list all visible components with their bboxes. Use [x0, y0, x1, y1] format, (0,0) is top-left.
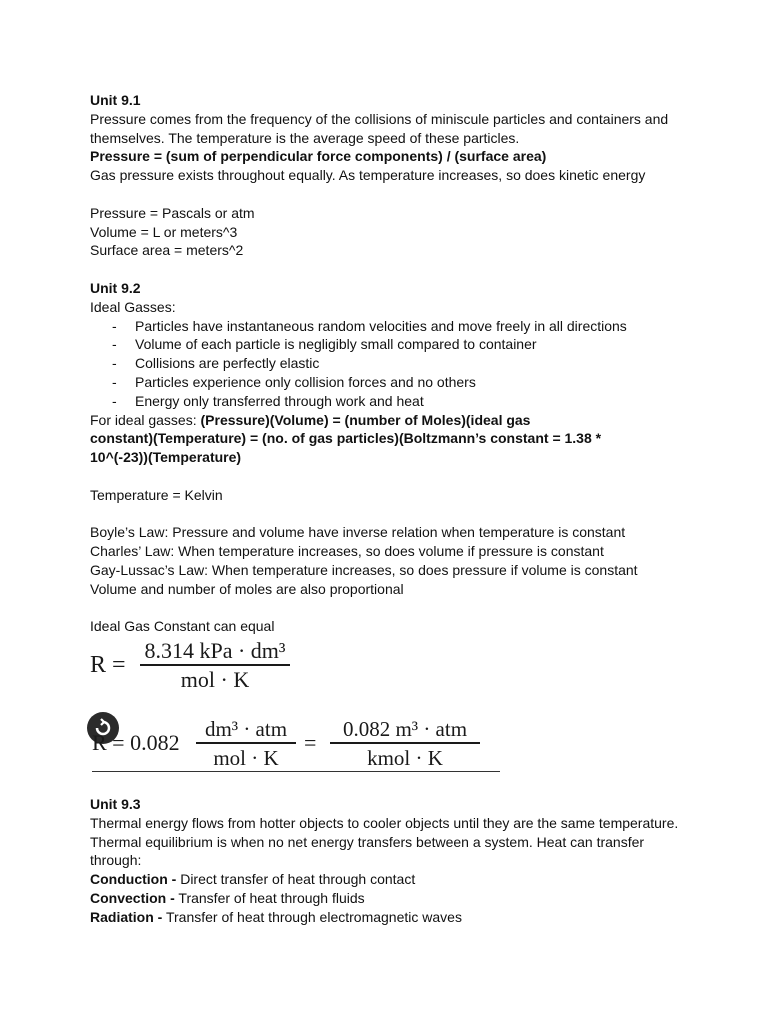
gas-constant-formula-2	[90, 712, 502, 774]
spacer	[90, 467, 690, 486]
formula-2-lhs: R = 0.082	[92, 730, 180, 755]
unit-9-3-section	[90, 795, 690, 927]
bullet-dash: -	[112, 317, 117, 334]
ideal-gas-law-prefix: For ideal gasses:	[90, 411, 201, 428]
unit-9-3-paragraph-line-1: Thermal energy flows from hotter objects to cooler objects until they are the same temperature.	[90, 814, 679, 831]
radiation-term: Radiation -	[90, 908, 163, 925]
list-item-text: Particles experience only collision forces and no others	[135, 373, 476, 390]
spacer	[90, 185, 690, 204]
unit-line-volume: Volume = L or meters^3	[90, 223, 238, 240]
formula-2-fraction-1	[196, 716, 296, 772]
list-item	[90, 335, 690, 354]
conduction-desc: Direct transfer of heat through contact	[176, 871, 416, 888]
list-item-text: Energy only transferred through work and heat	[135, 392, 424, 409]
ideal-gas-law-line-1	[90, 411, 690, 430]
bullet-dash: -	[112, 336, 117, 353]
unit-line-pressure: Pressure = Pascals or atm	[90, 204, 255, 221]
gay-lussacs-law: Gay-Lussac’s Law: When temperature increases, so does pressure if volume is constant	[90, 561, 638, 578]
convection-term: Convection -	[90, 889, 175, 906]
bullet-dash: -	[112, 392, 117, 409]
temperature-unit: Temperature = Kelvin	[90, 486, 223, 503]
unit-9-1-heading: Unit 9.1	[90, 92, 141, 108]
ideal-gas-law-bold-1: (Pressure)(Volume) = (number of Moles)(ideal gas	[200, 411, 531, 428]
formula-2-fraction-2-numerator: 0.082 m³ · atm	[342, 717, 468, 741]
unit-9-3-paragraph-line-3: through:	[90, 852, 142, 869]
ideal-gas-law-line-3: 10^(-23))(Temperature)	[90, 449, 242, 466]
list-item-text: Collisions are perfectly elastic	[135, 355, 320, 372]
formula-1-denominator: mol · K	[180, 666, 250, 692]
convection-item	[90, 889, 690, 908]
gas-constant-intro: Ideal Gas Constant can equal	[90, 618, 275, 635]
formula-2-fraction-1-denominator: mol · K	[213, 745, 279, 770]
formula-2-fraction-1-numerator: dm³ · atm	[204, 717, 288, 741]
boyles-law: Boyle’s Law: Pressure and volume have inverse relation when temperature is constant	[90, 524, 626, 541]
formula-2-equals: =	[304, 730, 317, 755]
conduction-term: Conduction -	[90, 871, 177, 888]
radiation-desc: Transfer of heat through electromagnetic waves	[162, 908, 462, 925]
formula-2-fraction-2-denominator: kmol · K	[367, 745, 443, 770]
pressure-formula: Pressure = (sum of perpendicular force components) / (surface area)	[90, 148, 547, 165]
list-item	[90, 354, 690, 373]
formula-1-fraction	[140, 638, 290, 694]
formula-2-fraction-2	[330, 716, 480, 772]
unit-9-3-paragraph-line-2: Thermal equilibrium is when no net energy transfers between a system. Heat can transfer	[90, 833, 645, 850]
radiation-item	[90, 908, 690, 927]
charles-law: Charles’ Law: When temperature increases, so does volume if pressure is constant	[90, 543, 604, 560]
gas-constant-formula-1	[90, 638, 300, 698]
ideal-gas-law-line-2: constant)(Temperature) = (no. of gas particles)(Boltzmann’s constant = 1.38 *	[90, 430, 602, 447]
unit-line-surface-area: Surface area = meters^2	[90, 242, 244, 259]
bullet-dash: -	[112, 373, 117, 390]
volume-moles-law: Volume and number of moles are also proportional	[90, 580, 404, 597]
spacer	[90, 505, 690, 524]
list-item	[90, 317, 690, 336]
spacer	[90, 260, 690, 279]
unit-9-3-heading: Unit 9.3	[90, 796, 141, 812]
spacer	[90, 599, 690, 618]
conduction-item	[90, 870, 690, 889]
unit-9-1-paragraph-line-2: themselves. The temperature is the average speed of these particles.	[90, 129, 520, 146]
gas-pressure-text: Gas pressure exists throughout equally. As temperature increases, so does kinetic energy	[90, 167, 646, 184]
formula-1-numerator: 8.314 kPa · dm³	[144, 638, 286, 663]
document-page	[90, 91, 690, 636]
bullet-dash: -	[112, 355, 117, 372]
formula-1-lhs: R =	[90, 652, 126, 678]
ideal-gasses-intro: Ideal Gasses:	[90, 298, 176, 315]
formula-underline	[92, 771, 500, 772]
convection-desc: Transfer of heat through fluids	[174, 889, 365, 906]
list-item-text: Particles have instantaneous random velocities and move freely in all directions	[135, 317, 627, 334]
ideal-gas-bullet-list	[90, 317, 690, 411]
list-item	[90, 392, 690, 411]
unit-9-1-paragraph-line-1: Pressure comes from the frequency of the collisions of miniscule particles and containers and	[90, 110, 669, 127]
list-item-text: Volume of each particle is negligibly small compared to container	[135, 336, 537, 353]
unit-9-2-heading: Unit 9.2	[90, 279, 141, 296]
list-item	[90, 373, 690, 392]
